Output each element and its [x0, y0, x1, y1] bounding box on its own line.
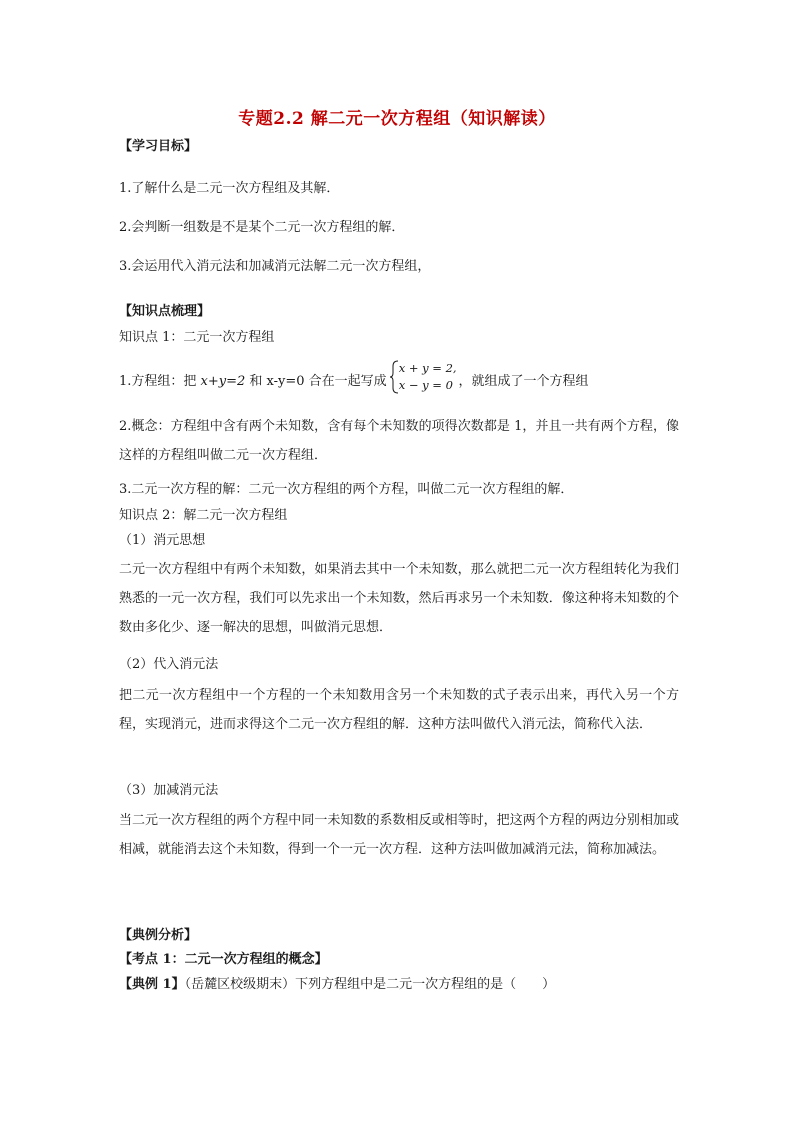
- concept-paragraph: 2.概念：方程组中含有两个未知数，含有每个未知数的项得次数都是 1，并且一共有两个方程，像这样的方程组叫做二元一次方程组．: [119, 419, 679, 463]
- equation-system: [389, 360, 457, 403]
- example-1-text: （岳麓区校级期末）下列方程组中是二元一次方程组的是（ ）: [184, 977, 556, 992]
- example-1-label: 【典例 1】: [119, 977, 185, 992]
- system-line-2: x − y = 0: [398, 378, 453, 392]
- sub3-title: （3）加减消元法: [119, 783, 219, 798]
- example-1: [119, 977, 555, 993]
- p1-eq1: x+y=2: [200, 374, 246, 389]
- p1-mid: 和 x-y=0 合在一起写成: [245, 374, 387, 389]
- sub1-title: （1）消元思想: [119, 533, 206, 548]
- sub2-text: 把二元一次方程组中一个方程的一个未知数用含另一个未知数的式子表示出来，再代入另一个方程，实现消元，进而求得这个二元一次方程组的解．这种方法叫做代入消元法，简称代入法．: [119, 688, 679, 732]
- goal-item-3: 3.会运用代入消元法和加减消元法解二元一次方程组，: [119, 259, 431, 274]
- kaodian-1: 【考点 1：二元一次方程组的概念】: [119, 952, 328, 967]
- knowledge-heading: 【知识点梳理】: [119, 304, 211, 319]
- knowledge-point-2-title: 知识点 2：解二元一次方程组: [119, 508, 288, 523]
- sub3-text: 当二元一次方程组的两个方程中同一未知数的系数相反或相等时，把这两个方程的两边分别相加或相减，就能消去这个未知数，得到一个一元一次方程．这种方法叫做加减消元法，简称加减法。: [119, 813, 679, 857]
- p1-suffix: ，就组成了一个方程组: [458, 374, 589, 389]
- sub2-title: （2）代入消元法: [119, 657, 219, 672]
- system-line-1: x + y = 2,: [398, 361, 457, 375]
- solution-definition: 3.二元一次方程的解：二元一次方程组的两个方程，叫做二元一次方程组的解．: [119, 482, 574, 497]
- knowledge-point-1-title: 知识点 1：二元一次方程组: [119, 330, 275, 345]
- p1-prefix: 1.方程组：把: [119, 374, 201, 389]
- goal-item-2: 2.会判断一组数是不是某个二元一次方程组的解．: [119, 220, 405, 235]
- document-title: 专题2.2 解二元一次方程组（知识解读）: [238, 109, 556, 129]
- goal-item-1: 1.了解什么是二元一次方程组及其解．: [119, 181, 340, 196]
- examples-heading: 【典例分析】: [119, 928, 198, 943]
- sub1-text: 二元一次方程组中有两个未知数，如果消去其中一个未知数，那么就把二元一次方程组转化为我们熟悉的一元一次方程，我们可以先求出一个未知数，然后再求另一个未知数．像这种将未知数的个数由多化少、逐一解决的思想，叫做消元思想．: [119, 562, 679, 635]
- learning-goals-heading: 【学习目标】: [119, 139, 198, 154]
- equation-system-line: [119, 360, 589, 403]
- left-brace-icon: [389, 360, 399, 394]
